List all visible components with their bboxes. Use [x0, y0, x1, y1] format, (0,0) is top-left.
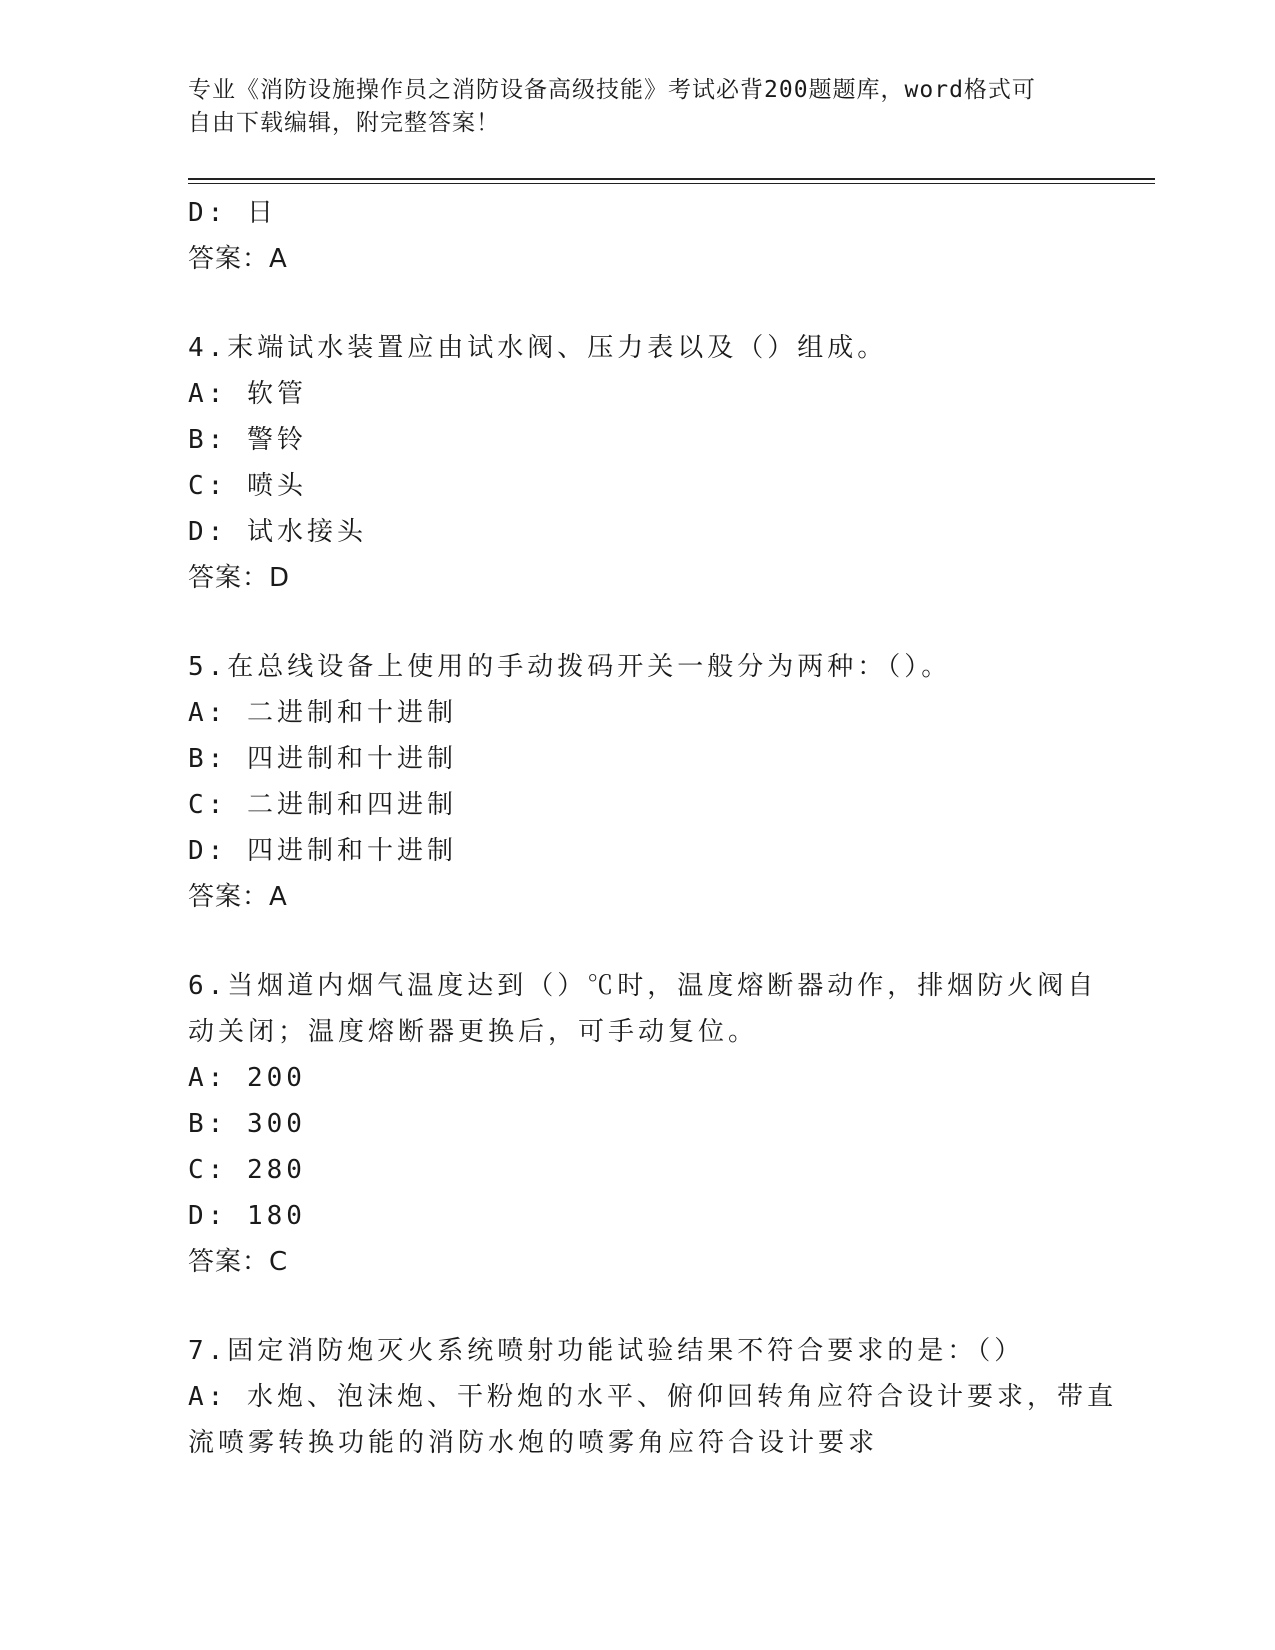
question-text: 7.固定消防炮灭火系统喷射功能试验结果不符合要求的是：（） [188, 1336, 1025, 1366]
option-c: C: 二进制和四进制 [188, 790, 457, 820]
header-rule-thick [188, 178, 1155, 180]
option-b: B: 四进制和十进制 [188, 744, 457, 774]
question-text-line-1: 6.当烟道内烟气温度达到（）℃时，温度熔断器动作，排烟防火阀自 [188, 971, 1098, 1001]
option-c: C: 喷头 [188, 471, 307, 501]
option-b: B: 警铃 [188, 425, 307, 455]
option-d: D: 180 [188, 1201, 306, 1231]
question-text-line-2: 动关闭；温度熔断器更换后，可手动复位。 [188, 1017, 759, 1047]
option-a-line-2: 流喷雾转换功能的消防水炮的喷雾角应符合设计要求 [188, 1428, 879, 1458]
question-6 [188, 963, 1098, 1285]
document-content [188, 190, 1117, 1466]
header-line-2: 自由下载编辑，附完整答案！ [188, 110, 500, 136]
page-header [188, 74, 1068, 140]
answer: 答案：D [188, 563, 291, 593]
question-5 [188, 644, 1088, 920]
question-4 [188, 325, 1088, 601]
question-text: 4.末端试水装置应由试水阀、压力表以及（）组成。 [188, 333, 888, 363]
question-7 [188, 1328, 1117, 1466]
option-a: A: 200 [188, 1063, 306, 1093]
question-text: 5.在总线设备上使用的手动拨码开关一般分为两种：（）。 [188, 652, 952, 682]
option-a: A: 软管 [188, 379, 307, 409]
option-d: D: 试水接头 [188, 517, 367, 547]
answer: 答案：A [188, 882, 288, 912]
prev-option-d: D: 日 [188, 198, 277, 228]
prev-answer: 答案：A [188, 244, 288, 274]
header-line-1: 专业《消防设施操作员之消防设备高级技能》考试必背200题题库，word格式可 [188, 77, 1036, 103]
option-a-line-1: A: 水炮、泡沫炮、干粉炮的水平、俯仰回转角应符合设计要求，带直 [188, 1382, 1117, 1412]
option-a: A: 二进制和十进制 [188, 698, 457, 728]
option-c: C: 280 [188, 1155, 306, 1185]
answer: 答案：C [188, 1247, 289, 1277]
option-d: D: 四进制和十进制 [188, 836, 457, 866]
header-rule-thin [188, 183, 1155, 184]
option-b: B: 300 [188, 1109, 306, 1139]
